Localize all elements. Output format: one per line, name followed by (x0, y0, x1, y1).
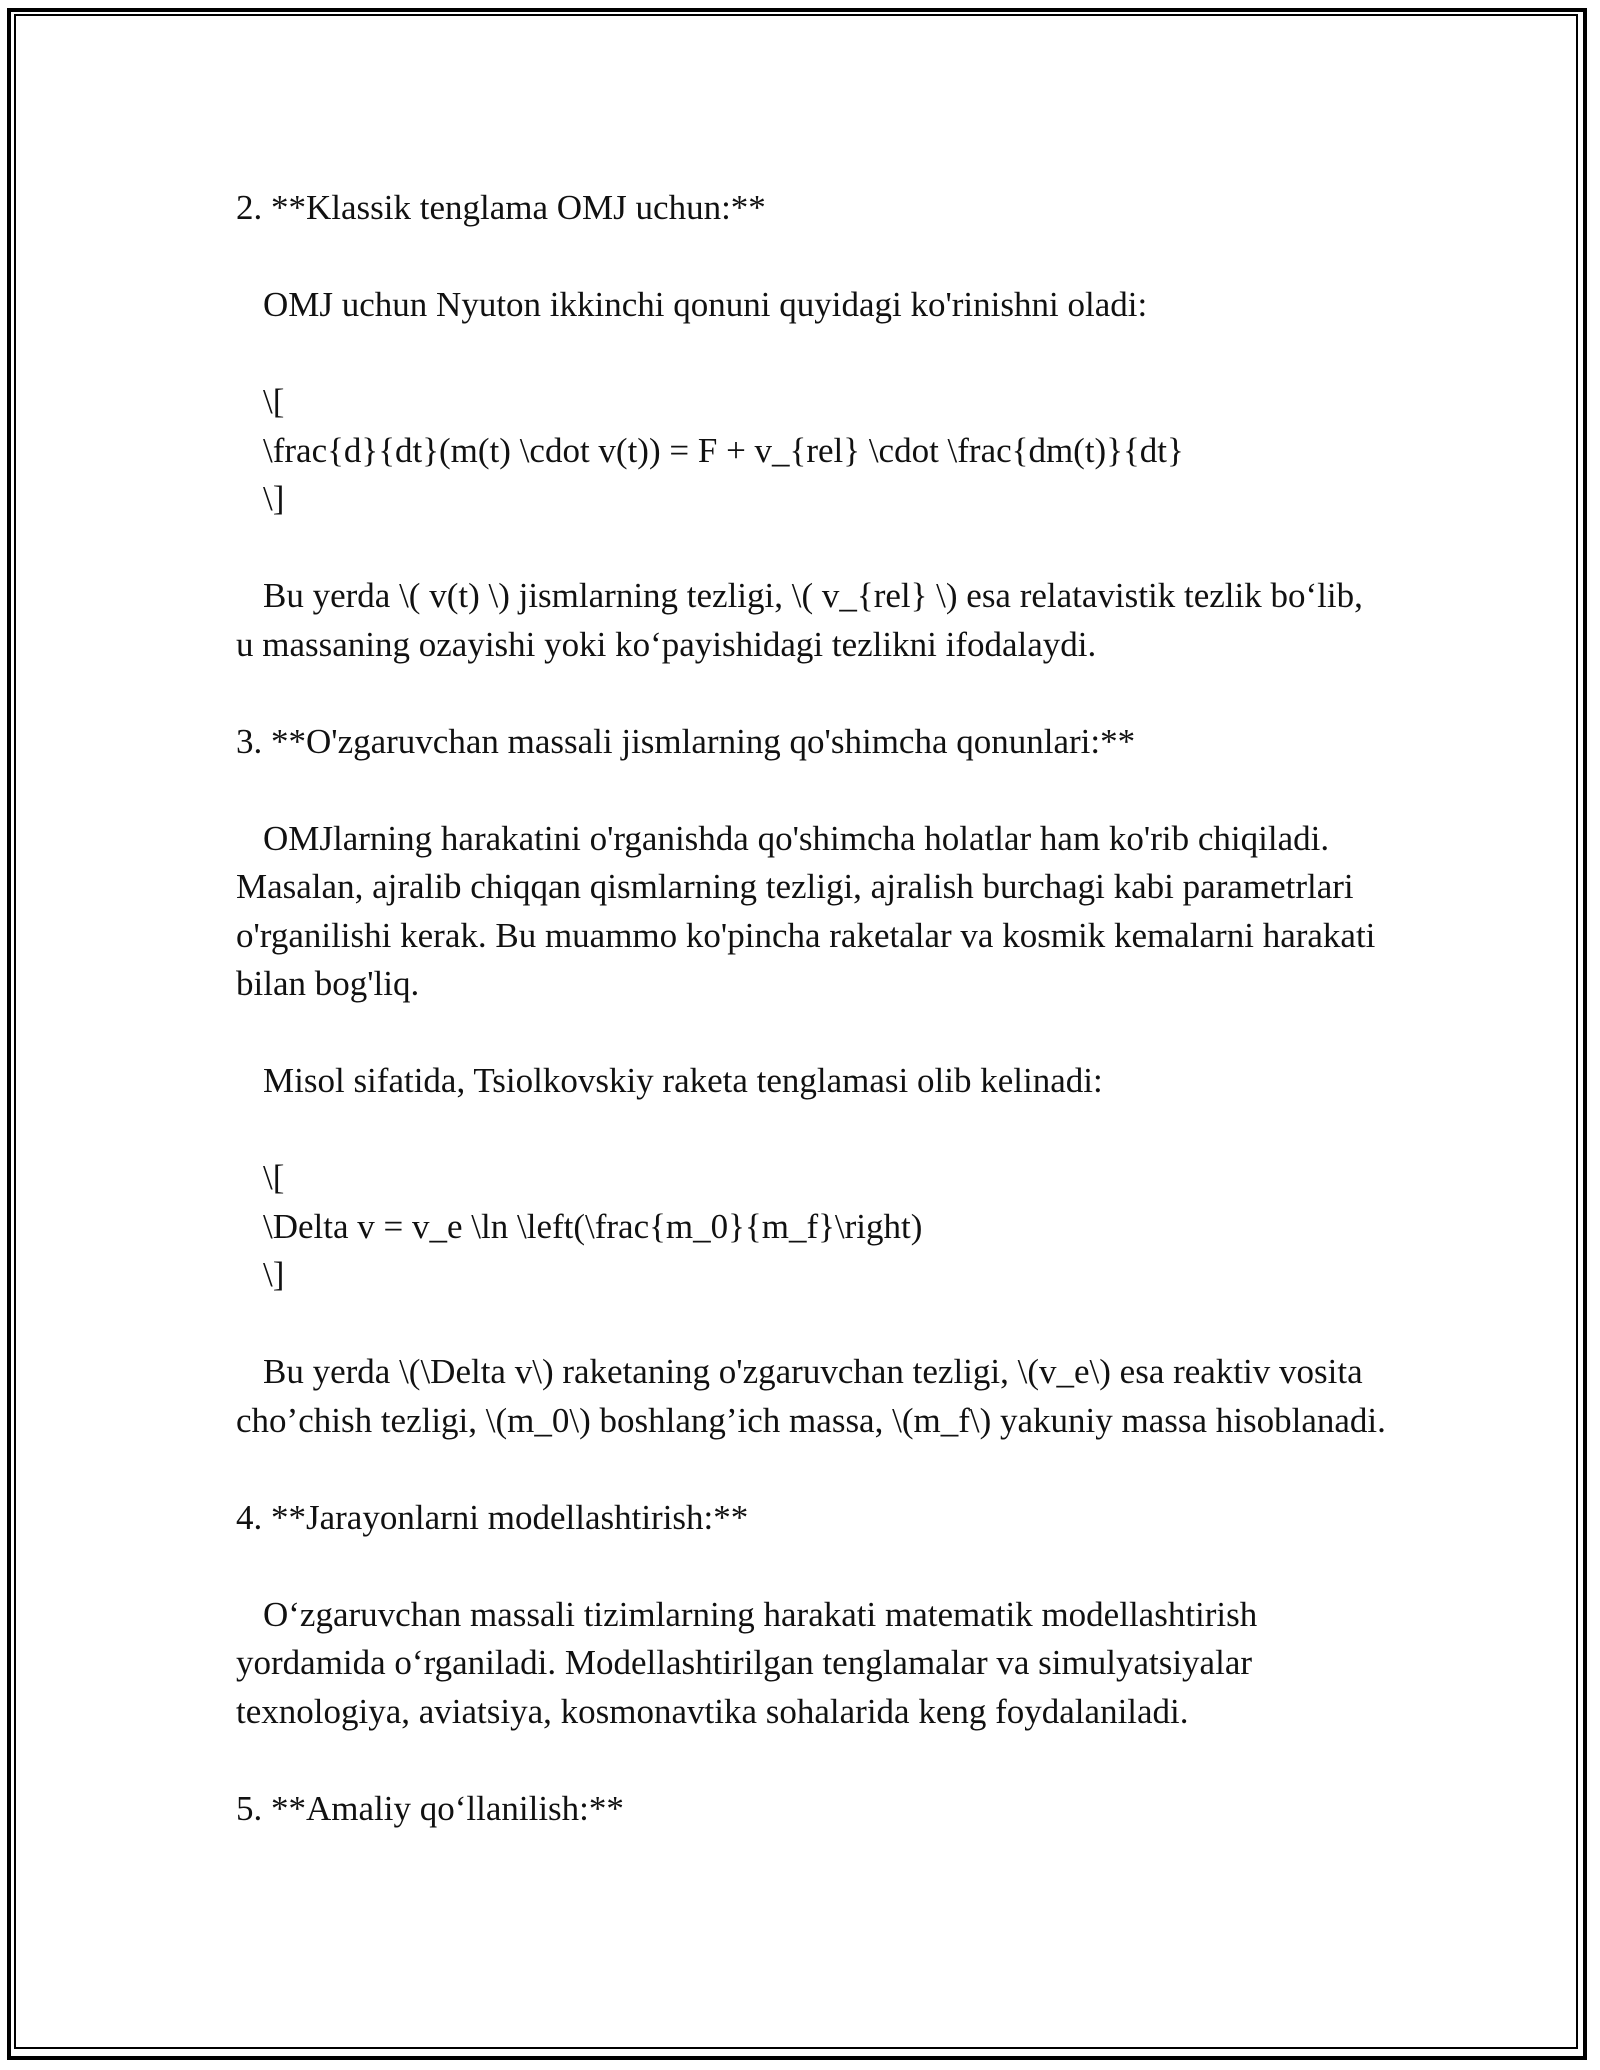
spacer (236, 766, 1386, 815)
spacer (236, 524, 1386, 573)
equation-line: \[ (263, 1158, 285, 1197)
equation-line: \frac{d}{dt}(m(t) \cdot v(t)) = F + v_{rel} \cdot \frac{dm(t)}{dt} (263, 430, 1184, 470)
spacer (236, 1300, 1386, 1349)
spacer (236, 233, 1386, 282)
paragraph: Misol sifatida, Tsiolkovskiy raketa tenglamasi olib kelinadi: (263, 1061, 1103, 1100)
equation-line: \] (263, 1255, 285, 1294)
section-heading-2: 2. **Klassik tenglama OMJ uchun:** (236, 188, 766, 227)
paragraph: OMJlarning harakatini o'rganishda qo'shimcha holatlar ham ko'rib chiqiladi. Masalan, ajralib chiqqan qismlarning tezligi, ajralish burchagi kabi parametrlari o'rganilishi kerak. Bu muammo ko'pincha raketalar va kosmik kemalarni harakati bilan bog'liq. (236, 818, 1385, 1003)
equation-block (236, 378, 1386, 524)
paragraph: Bu yerda \( v(t) \) jismlarning tezligi, \( v_{rel} \) esa relatavistik tezlik bo‘lib, u massaning ozayishi yoki ko‘payishidagi tezlikni ifodalaydi. (236, 576, 1372, 664)
equation-line: \[ (263, 382, 285, 421)
spacer (236, 1009, 1386, 1058)
equation-line: \] (263, 479, 285, 518)
section-heading-5: 5. **Amaliy qo‘llanilish:** (236, 1788, 624, 1828)
section-heading-4: 4. **Jarayonlarni modellashtirish:** (236, 1497, 749, 1537)
spacer (236, 1542, 1386, 1591)
spacer (236, 1736, 1386, 1785)
paragraph: Bu yerda \(\Delta v\) raketaning o'zgaruvchan tezligi, \(v_e\) esa reaktiv vosita cho’chish tezligi, \(m_0\) boshlang’ich massa, \(m_f\) yakuniy massa hisoblanadi. (236, 1352, 1386, 1440)
spacer (236, 1445, 1386, 1494)
spacer (236, 669, 1386, 718)
section-heading-3: 3. **O'zgaruvchan massali jismlarning qo'shimcha qonunlari:** (236, 721, 1136, 761)
paragraph: OMJ uchun Nyuton ikkinchi qonuni quyidagi ko'rinishni oladi: (263, 285, 1148, 324)
equation-line: \Delta v = v_e \ln \left(\frac{m_0}{m_f}\right) (263, 1206, 923, 1246)
spacer (236, 1106, 1386, 1155)
document-body (236, 184, 1386, 1833)
spacer (236, 330, 1386, 379)
equation-block (236, 1154, 1386, 1300)
paragraph: O‘zgaruvchan massali tizimlarning harakati matematik modellashtirish yordamida o‘rganiladi. Modellashtirilgan tenglamalar va simulyatsiyalar texnologiya, aviatsiya, kosmonavtika sohalarida keng foydalaniladi. (236, 1594, 1267, 1731)
